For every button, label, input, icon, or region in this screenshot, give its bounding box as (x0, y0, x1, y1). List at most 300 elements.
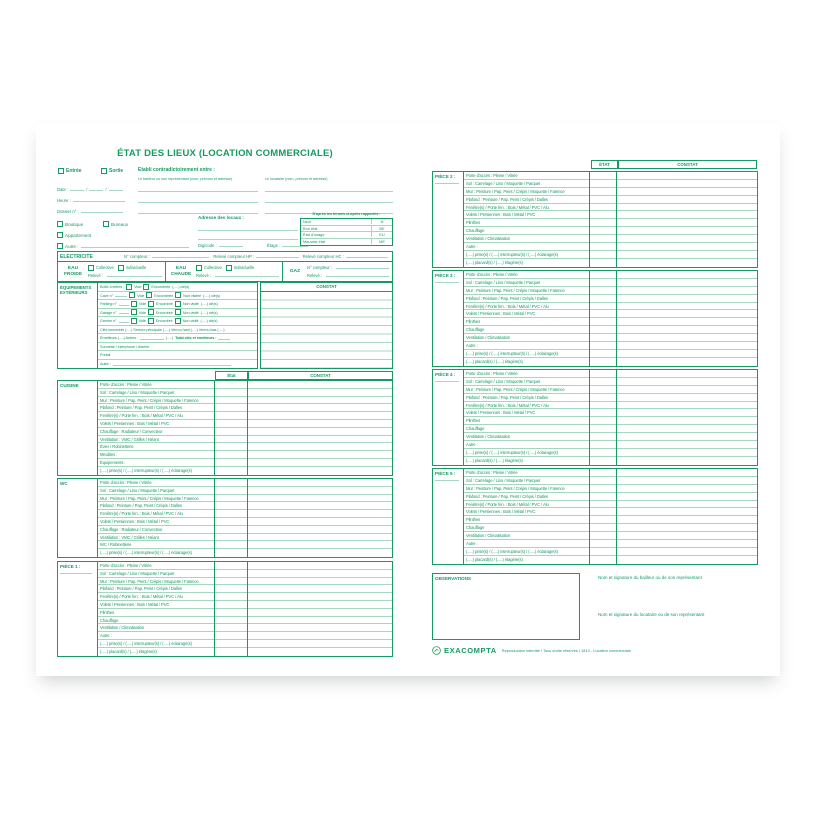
item-label: Sol : Carrelage / Lino / Moquette / Parquet (464, 279, 589, 287)
constat-cell[interactable] (617, 196, 757, 204)
etat-cell[interactable] (590, 259, 616, 267)
etat-cell[interactable] (215, 443, 247, 451)
constat-cell[interactable] (248, 397, 392, 405)
etat-cell[interactable] (590, 548, 616, 556)
etat-cell[interactable] (590, 303, 616, 311)
constat-cell[interactable] (617, 485, 757, 493)
checkbox-icon[interactable] (148, 309, 154, 315)
etat-cell[interactable] (590, 227, 616, 235)
etat-cell[interactable] (590, 196, 616, 204)
constat-cell[interactable] (617, 303, 757, 311)
etat-cell[interactable] (215, 428, 247, 436)
item-label: (.....) placard(s) / (.....) étagère(s) (100, 648, 157, 654)
item-label: Plinthes (464, 219, 589, 227)
table-piece-5 (432, 468, 758, 565)
constat-cell[interactable] (617, 394, 757, 402)
etat-cell[interactable] (215, 549, 247, 557)
etat-cell[interactable] (590, 287, 616, 295)
etat-cell[interactable] (215, 640, 247, 648)
write-line[interactable] (435, 381, 459, 382)
item-label: (.....) placard(s) / (.....) étagère(s) (466, 556, 523, 562)
constat-cell[interactable] (617, 279, 757, 287)
checkbox-collective[interactable]: Collective (196, 265, 222, 271)
constat-column (247, 562, 392, 656)
constat-cell[interactable] (617, 271, 757, 279)
etat-cell[interactable] (215, 570, 247, 578)
constat-cell[interactable] (248, 436, 392, 444)
checkbox-icon[interactable] (148, 318, 154, 324)
checkbox-label: Encombrée (154, 292, 174, 298)
checkbox-label: Encombré (155, 309, 173, 315)
etat-cell[interactable] (590, 211, 616, 219)
item-label: Fenêtre(s) / Porte fen. : Bois / Métal / PVC / Alu (98, 593, 214, 601)
etat-cell[interactable] (590, 501, 616, 509)
constat-cell[interactable] (617, 326, 757, 334)
checkbox-icon[interactable] (175, 301, 181, 307)
adresse-heading: Adresse des locaux : (198, 215, 244, 220)
item-label: Total clés et émetteurs : (175, 335, 217, 341)
constat-cell[interactable] (248, 585, 392, 593)
constat-cell[interactable] (248, 428, 392, 436)
etat-cell[interactable] (590, 204, 616, 212)
dossier-field[interactable]: Dossier n° : (57, 209, 123, 214)
item-label: Autre : (100, 361, 111, 367)
locataire-line-2[interactable] (265, 198, 393, 203)
checkbox-icon[interactable] (143, 284, 149, 290)
etat-cell[interactable] (590, 477, 616, 485)
checkbox-icon[interactable] (131, 318, 137, 324)
etat-cell[interactable] (215, 534, 247, 542)
etat-cell[interactable] (590, 219, 616, 227)
section-label: PIÈCE 4 : (433, 370, 464, 465)
constat-cell[interactable] (617, 409, 757, 417)
item-label: Sol : Carrelage / Lino / Moquette / Parquet (98, 389, 214, 397)
write-line[interactable] (435, 183, 459, 184)
item-label: Fenêtre(s) / Porte fen. : Bois / Métal / PVC / Alu (98, 510, 214, 518)
section-label: ÉQUIPEMENTS EXTÉRIEURS (58, 283, 98, 368)
constat-cell[interactable] (617, 508, 757, 516)
locataire-line-1[interactable] (265, 187, 393, 192)
constat-cell[interactable] (617, 350, 757, 358)
etat-cell[interactable] (590, 342, 616, 350)
item-label: (.....) prise(s) / (.....) interrupteur(s) / (.....) éclairage(s) (464, 350, 589, 358)
etat-cell[interactable] (215, 420, 247, 428)
checkbox-label: Vide (138, 309, 146, 315)
constat-cell[interactable] (617, 477, 757, 485)
item-label: Chauffage (464, 425, 589, 433)
checkbox-label: Vide (134, 284, 142, 290)
etat-cell[interactable] (215, 451, 247, 459)
constat-cell[interactable] (617, 433, 757, 441)
constat-cell[interactable] (617, 516, 757, 524)
write-line[interactable] (115, 296, 127, 297)
constat-cell[interactable] (617, 227, 757, 235)
checkbox-icon[interactable] (57, 221, 63, 227)
item-rows (98, 562, 214, 656)
checkbox-sortie[interactable]: Sortie (101, 168, 123, 174)
constat-cell[interactable] (248, 562, 392, 570)
bailleur-line-1[interactable] (138, 187, 258, 192)
constat-cell[interactable] (617, 334, 757, 342)
etat-cell[interactable] (215, 585, 247, 593)
section-label: PIÈCE 1 : (58, 562, 98, 656)
etat-cell[interactable] (215, 518, 247, 526)
equipement-row (98, 309, 257, 318)
constat-cell[interactable] (617, 188, 757, 196)
checkbox-label: Encombrée (151, 284, 171, 290)
heure-field[interactable]: Heure : (57, 198, 125, 203)
constat-cell[interactable] (617, 469, 757, 477)
constat-cell[interactable] (617, 358, 757, 366)
etat-cell[interactable] (590, 326, 616, 334)
etat-cell[interactable] (215, 593, 247, 601)
write-line[interactable] (60, 573, 92, 574)
etat-cell[interactable] (215, 526, 247, 534)
constat-cell[interactable] (248, 510, 392, 518)
checkbox-icon[interactable] (146, 292, 152, 298)
etat-cell[interactable] (590, 493, 616, 501)
constat-cell[interactable] (248, 451, 392, 459)
checkbox-icon[interactable] (175, 292, 181, 298)
etat-cell[interactable] (590, 358, 616, 366)
constat-cell[interactable] (617, 501, 757, 509)
etat-cell[interactable] (590, 524, 616, 532)
etat-cell[interactable] (590, 394, 616, 402)
item-label: Fenêtre(s) / Porte fen. : Bois / Métal / PVC / Alu (464, 204, 589, 212)
item-label: Porte d'accès : Pleine / Vitrée (464, 469, 589, 477)
constat-cell[interactable] (617, 180, 757, 188)
constat-cell[interactable] (617, 449, 757, 457)
constat-cell[interactable] (617, 425, 757, 433)
checkbox-boutique[interactable]: Boutique (57, 221, 83, 227)
adresse-line-2[interactable] (198, 235, 298, 240)
checkbox-icon[interactable] (57, 243, 63, 249)
constat-cell[interactable] (248, 420, 392, 428)
etat-cell[interactable] (215, 601, 247, 609)
item-label: Ventilation : VMC / Grilles / Néant (98, 534, 214, 542)
write-line[interactable] (435, 282, 459, 283)
legend-table (300, 218, 393, 246)
date-field[interactable]: Date : / / (57, 187, 123, 192)
write-line[interactable] (140, 339, 164, 340)
observations-label: OBSERVATIONS (435, 576, 471, 581)
constat-cell[interactable] (617, 259, 757, 267)
item-label: (.....) clé(s) (172, 284, 190, 290)
item-label: Mur : Peinture / Pap. Peint / Crépis / Moquette / Faïence (464, 287, 589, 295)
etat-cell[interactable] (590, 402, 616, 410)
constat-cell[interactable] (248, 541, 392, 549)
constat-column (616, 271, 757, 366)
constat-cell[interactable] (248, 467, 392, 475)
write-line[interactable] (113, 365, 231, 366)
checkbox-collective[interactable]: Collective (88, 265, 114, 271)
etat-cell[interactable] (590, 457, 616, 465)
etat-cell[interactable] (215, 479, 247, 487)
etat-cell[interactable] (590, 508, 616, 516)
etat-cell[interactable] (215, 459, 247, 467)
constat-cell[interactable] (617, 370, 757, 378)
etat-cell[interactable] (215, 436, 247, 444)
item-label: Volets / Persiennes : Bois / Métal / PVC (464, 310, 589, 318)
write-line[interactable] (435, 480, 459, 481)
releve-field[interactable]: Relevé : (307, 273, 389, 278)
legend-title: D'après les termes ci-après rapportés : (312, 212, 381, 216)
observations-box[interactable] (432, 573, 580, 640)
constat-cell[interactable] (248, 389, 392, 397)
constat-cell[interactable] (617, 295, 757, 303)
etat-cell[interactable] (590, 556, 616, 564)
item-label: (.....) placard(s) / (.....) étagère(s) (466, 259, 523, 265)
etat-cell[interactable] (215, 412, 247, 420)
etat-cell[interactable] (590, 188, 616, 196)
etat-cell[interactable] (590, 235, 616, 243)
equipement-row (98, 343, 257, 352)
etat-cell[interactable] (590, 516, 616, 524)
etat-cell[interactable] (590, 310, 616, 318)
constat-cell[interactable] (248, 381, 392, 389)
etat-cell[interactable] (215, 404, 247, 412)
etat-cell[interactable] (590, 251, 616, 259)
bailleur-line-2[interactable] (138, 198, 258, 203)
constat-cell[interactable] (617, 540, 757, 548)
item-label: Mur : Peinture / Pap. Peint / Crépis / Moquette / Faïence (98, 578, 214, 586)
etat-cell[interactable] (590, 433, 616, 441)
etat-cell[interactable] (590, 318, 616, 326)
constat-cell[interactable] (248, 526, 392, 534)
constat-cell[interactable] (248, 412, 392, 420)
constat-cell[interactable] (248, 404, 392, 412)
etat-cell[interactable] (590, 350, 616, 358)
constat-header: CONSTAT (261, 283, 392, 292)
write-line[interactable] (119, 313, 129, 314)
checkbox-icon[interactable] (175, 309, 181, 315)
constat-cell[interactable] (248, 617, 392, 625)
checkbox-icon[interactable] (131, 309, 137, 315)
etat-cell[interactable] (590, 485, 616, 493)
item-label: Plafond : Peinture / Pap. Peint / Crépis / Dalles (98, 502, 214, 510)
compteur-field[interactable]: N° compteur : (124, 254, 213, 259)
constat-cell[interactable] (617, 548, 757, 556)
etat-cell[interactable] (215, 467, 247, 475)
checkbox-icon[interactable] (131, 301, 137, 307)
constat-column (616, 469, 757, 564)
constat-cell[interactable] (248, 495, 392, 503)
write-line[interactable] (119, 322, 129, 323)
equipement-row (98, 351, 257, 360)
etat-cell[interactable] (215, 495, 247, 503)
constat-cell[interactable] (248, 609, 392, 617)
checkbox-icon[interactable] (175, 318, 181, 324)
legend-code: ME (371, 239, 392, 244)
item-label: Porte d'accès : Pleine / Vitrée (98, 479, 214, 487)
etat-cell[interactable] (215, 632, 247, 640)
adresse-line-1[interactable] (198, 226, 298, 231)
constat-cell[interactable] (617, 457, 757, 465)
exacompta-logo-icon (432, 646, 441, 655)
etat-cell[interactable] (590, 334, 616, 342)
constat-cell[interactable] (617, 524, 757, 532)
constat-cell[interactable] (248, 593, 392, 601)
item-label: Volets / Persiennes : Bois / Métal / PVC (464, 211, 589, 219)
checkbox-autre[interactable]: Autre : (57, 243, 189, 249)
constat-writing-area[interactable] (261, 292, 392, 368)
constat-cell[interactable] (248, 648, 392, 656)
checkbox-entree[interactable]: Entrée (58, 168, 82, 174)
constat-cell[interactable] (248, 570, 392, 578)
item-label: (.....) clé(s) (200, 318, 218, 324)
etat-cell[interactable] (590, 378, 616, 386)
constat-cell[interactable] (248, 578, 392, 586)
releve-field[interactable]: Relevé : (196, 273, 279, 278)
compteur-field[interactable]: N° compteur : (307, 265, 389, 270)
item-label: Chauffage (464, 326, 589, 334)
etat-cell[interactable] (215, 502, 247, 510)
constat-cell[interactable] (617, 493, 757, 501)
releve-hp-field[interactable]: Relevé compteur HP : (213, 254, 302, 259)
checkbox-icon[interactable] (148, 301, 154, 307)
checkbox-icon[interactable] (126, 284, 132, 290)
item-label: Plafond : Peinture / Pap. Peint / Crépis / Dalles (98, 585, 214, 593)
etat-cell[interactable] (215, 397, 247, 405)
constat-cell[interactable] (617, 204, 757, 212)
etat-cell[interactable] (590, 180, 616, 188)
legend-code: BE (371, 226, 392, 231)
etat-cell[interactable] (215, 541, 247, 549)
item-label: (.....) clé(s) (200, 301, 218, 307)
etat-cell[interactable] (590, 386, 616, 394)
etat-cell[interactable] (590, 370, 616, 378)
etat-cell[interactable] (215, 562, 247, 570)
write-line[interactable] (119, 305, 129, 306)
checkbox-individuelle[interactable]: Individuelle (118, 265, 146, 271)
etat-cell[interactable] (215, 617, 247, 625)
bailleur-line-3[interactable] (138, 209, 258, 214)
constat-cell[interactable] (248, 640, 392, 648)
legend-term: Bon état (303, 225, 318, 231)
write-line[interactable] (218, 339, 230, 340)
item-label: WC / Robinetterie (98, 541, 214, 549)
constat-cell[interactable] (617, 243, 757, 251)
releve-field[interactable]: Relevé : (88, 273, 162, 278)
constat-cell[interactable] (248, 632, 392, 640)
constat-cell[interactable] (617, 318, 757, 326)
item-label: Plinthes (464, 417, 589, 425)
etage-field[interactable]: Étage : (267, 243, 308, 248)
equipement-row (98, 283, 257, 292)
constat-cell[interactable] (617, 402, 757, 410)
etat-cell[interactable] (215, 510, 247, 518)
checkbox-appartement[interactable]: Appartement (57, 232, 91, 238)
etat-cell[interactable] (215, 381, 247, 389)
releve-hc-field[interactable]: Relevé compteur HC : (303, 254, 392, 259)
etat-cell[interactable] (590, 425, 616, 433)
etat-cell[interactable] (215, 487, 247, 495)
etat-cell[interactable] (590, 279, 616, 287)
etat-cell[interactable] (590, 417, 616, 425)
constat-cell[interactable] (617, 251, 757, 259)
constat-cell[interactable] (248, 534, 392, 542)
eau-froide-cell: EAU FROIDE Collective Individuelle Relevé : (58, 262, 166, 281)
checkbox-icon[interactable] (129, 292, 135, 298)
checkbox-icon[interactable] (101, 168, 107, 174)
constat-cell[interactable] (248, 487, 392, 495)
constat-cell[interactable] (617, 235, 757, 243)
constat-cell[interactable] (617, 532, 757, 540)
item-label: Mur : Peinture / Pap. Peint / Crépis / Moquette / Faïence (98, 397, 214, 405)
constat-cell[interactable] (617, 417, 757, 425)
etat-cell[interactable] (215, 389, 247, 397)
constat-column-header: CONSTAT (248, 371, 393, 380)
item-label: Boîte à lettres : (100, 284, 125, 290)
checkbox-individuelle[interactable]: Individuelle (226, 265, 254, 271)
constat-cell[interactable] (617, 556, 757, 564)
section-label: PIÈCE 5 : (433, 469, 464, 564)
constat-cell[interactable] (617, 386, 757, 394)
constat-cell[interactable] (617, 342, 757, 350)
checkbox-bureaux[interactable]: Bureaux (103, 221, 128, 227)
constat-cell[interactable] (617, 287, 757, 295)
constat-cell[interactable] (248, 549, 392, 557)
constat-box (260, 282, 393, 369)
etat-cell[interactable] (590, 469, 616, 477)
etat-column (589, 469, 616, 564)
checkbox-icon[interactable] (57, 232, 63, 238)
etat-cell[interactable] (590, 243, 616, 251)
etat-cell[interactable] (590, 295, 616, 303)
constat-cell[interactable] (617, 378, 757, 386)
constat-cell[interactable] (617, 211, 757, 219)
etat-cell[interactable] (215, 578, 247, 586)
constat-cell[interactable] (248, 624, 392, 632)
table-piece-3 (432, 270, 758, 367)
constat-cell[interactable] (248, 479, 392, 487)
etat-cell[interactable] (590, 532, 616, 540)
etat-cell[interactable] (215, 609, 247, 617)
constat-cell[interactable] (248, 459, 392, 467)
etat-cell[interactable] (590, 441, 616, 449)
constat-cell[interactable] (248, 518, 392, 526)
etat-cell[interactable] (590, 172, 616, 180)
digicode-field[interactable]: Digicode : (198, 243, 243, 248)
constat-cell[interactable] (248, 443, 392, 451)
item-label: Autre : (464, 540, 589, 548)
item-label: Plafond : Peinture / Pap. Peint / Crépis / Dalles (464, 295, 589, 303)
etat-cell[interactable] (590, 409, 616, 417)
constat-cell[interactable] (617, 310, 757, 318)
constat-cell[interactable] (248, 502, 392, 510)
etat-cell[interactable] (590, 540, 616, 548)
etat-cell[interactable] (215, 648, 247, 656)
item-label: Chauffage (464, 524, 589, 532)
item-label: Meubles : (98, 451, 214, 459)
electricite-label: ELECTRICITE (60, 253, 93, 260)
item-label: Chauffage (464, 227, 589, 235)
table-cuisine (57, 380, 393, 476)
item-label: Mur : Peinture / Pap. Peint / Crépis / Moquette / Faïence (98, 495, 214, 503)
meters-table (57, 251, 393, 282)
constat-cell[interactable] (617, 172, 757, 180)
constat-cell[interactable] (617, 219, 757, 227)
constat-cell[interactable] (617, 441, 757, 449)
etat-cell[interactable] (590, 449, 616, 457)
signature-locataire-label: Nom et signature du locataire ou de son représentant (598, 612, 705, 617)
constat-cell[interactable] (248, 601, 392, 609)
etat-cell[interactable] (590, 271, 616, 279)
checkbox-icon[interactable] (103, 221, 109, 227)
item-label: (.....) (165, 335, 174, 341)
etat-cell[interactable] (215, 624, 247, 632)
checkbox-icon[interactable] (58, 168, 64, 174)
